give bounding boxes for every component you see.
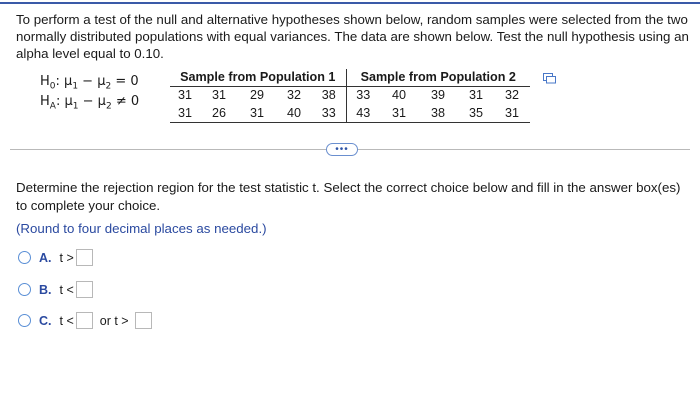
rounding-hint: (Round to four decimal places as needed.) [16,221,267,236]
intro-text: To perform a test of the null and alternative hypotheses shown below, random samples were selected from the two normally distributed populations with equal variances. The data are shown below. Test the null hypothesis using an alpha level equal to 0.10. [16,12,689,62]
radio-c[interactable] [18,314,31,327]
table-cell: 33 [356,88,371,103]
table-cell: 31 [494,104,530,122]
answer-box-a[interactable] [76,249,93,266]
table-cell: 40 [276,104,312,122]
table-cell: 33 [312,104,346,122]
table-cell: 38 [312,86,346,104]
choice-expression: t > [59,250,74,265]
question-text: Determine the rejection region for the test statistic t. Select the correct choice below and fill in the answer box(es) to complete your choice. [16,180,681,213]
table-cell: 26 [200,104,238,122]
choice-expression: t < [59,313,74,328]
radio-b[interactable] [18,283,31,296]
table-cell: 38 [418,104,458,122]
table-cell: 31 [177,88,192,103]
choice-a[interactable] [18,249,93,266]
table-cell: 31 [380,104,418,122]
choice-letter: C. [39,313,52,328]
copy-data-icon[interactable] [543,71,557,82]
table-cell: 43 [346,104,380,122]
table-cell: 31 [211,88,226,103]
alternative-hypothesis: $H_A$: $\mu_1 - \mu_2 \ne 0$ [40,94,140,112]
sample-data-table [170,69,530,123]
choice-expression: t < [59,282,74,297]
answer-box-c-lower[interactable] [76,312,93,329]
choice-b[interactable] [18,281,93,298]
table-cell: 31 [468,88,483,103]
answer-box-c-upper[interactable] [135,312,152,329]
header-population-1: Sample from Population 1 [170,69,346,86]
or-label: or t > [99,313,129,328]
table-cell: 40 [391,88,406,103]
header-population-2: Sample from Population 2 [346,69,530,86]
null-hypothesis: $H_0$: $\mu_1 - \mu_2 = 0$ [40,74,139,92]
table-cell: 32 [286,88,301,103]
top-rule [0,2,700,4]
table-cell: 29 [249,88,264,103]
table-cell: 31 [238,104,276,122]
table-cell: 31 [170,104,200,122]
choice-letter: B. [39,282,52,297]
radio-a[interactable] [18,251,31,264]
table-cell: 32 [504,88,519,103]
table-cell: 35 [458,104,494,122]
choice-c[interactable] [18,312,152,329]
expand-more-button[interactable]: ••• [326,143,358,156]
answer-box-b[interactable] [76,281,93,298]
table-row [170,104,530,122]
choice-letter: A. [39,250,52,265]
table-row [170,86,530,104]
table-cell: 39 [430,88,445,103]
